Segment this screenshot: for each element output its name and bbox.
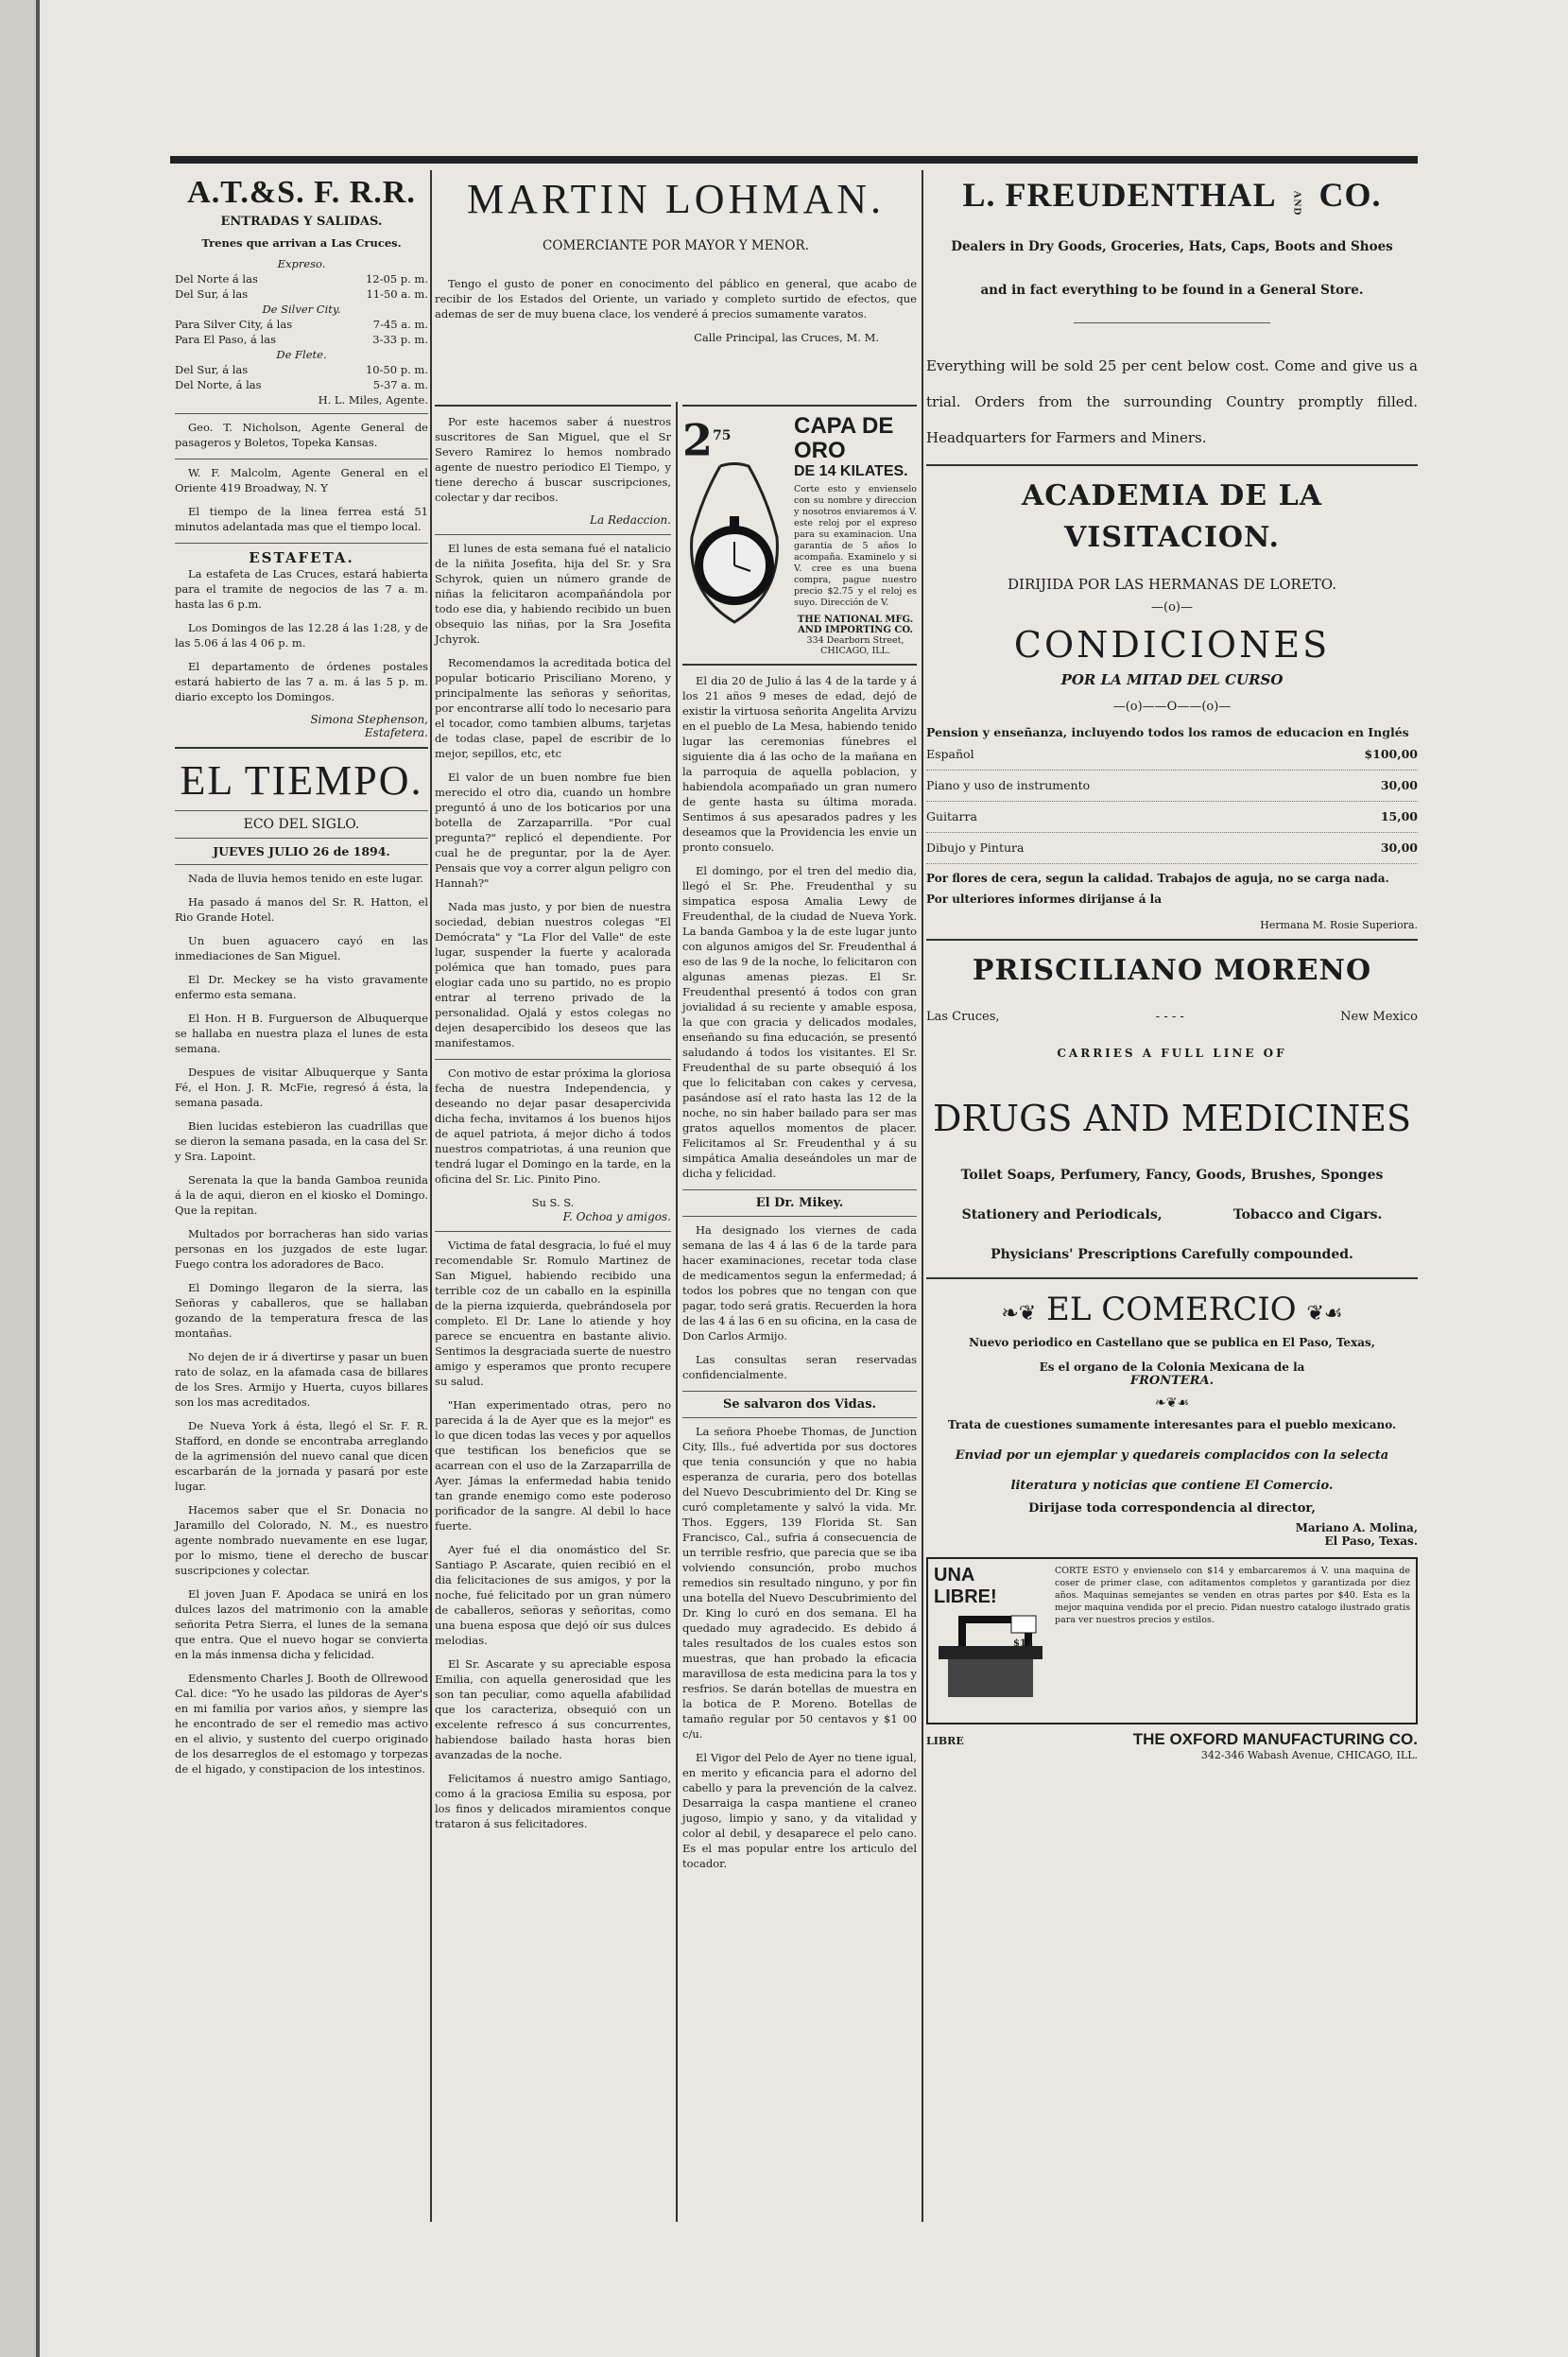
oxford-price: $14: [1013, 1638, 1033, 1649]
column-divider: [922, 170, 923, 2222]
news-item: Serenata la que la banda Gamboa reunida á la de aqui, dieron en el kiosko el Domingo. Que la repitan.: [175, 1173, 428, 1217]
article-paragraph: El dia 20 de Julio á las 4 de la tarde y á los 21 años 9 meses de edad, dejó de existir la virtuosa señorita Angelita Arvizu en el pueblo de La Mesa, habiendo tenido lugar las ceremonias fúnebres el siguiente dia á las ocho de la mañana en la parroquia de aquella poblacion, y habiendola acompañado un gran numero de gente hasta su última morada. Sentimos á sus apesarados padres y les deseamos que la Providencia les envie un pronto consuelo.: [682, 674, 917, 854]
sewing-machine-icon: [934, 1608, 1047, 1703]
schedule-time: 12-05 p. m.: [365, 272, 428, 286]
post-office-text: El departamento de órdenes postales estará habierto de las 7 a. m. á las 5 p. m. diario excepto los Domingos.: [175, 660, 428, 703]
oxford-footer: [926, 1730, 1418, 1749]
freudenthal-co: CO.: [1318, 176, 1382, 214]
post-office-text: Los Domingos de las 12.28 á las 1:28, y de las 5.06 á las 4 06 p. m.: [175, 621, 428, 650]
oxford-libre-label: LIBRE: [926, 1735, 964, 1747]
article-signature: F. Ochoa y amigos.: [562, 1210, 671, 1223]
sewing-machine-illustration: [934, 1565, 1047, 1717]
news-item: Nada de lluvia hemos tenido en este lugar.: [188, 872, 423, 885]
time-note: El tiempo de la linea ferrea está 51 minutos adelantada mas que el tiempo local.: [175, 505, 428, 533]
schedule-label: Del Norte á las: [175, 272, 258, 286]
local-news-list: [175, 871, 428, 1776]
column-1: [175, 175, 428, 1785]
newspaper-subtitle: ECO DEL SIGLO.: [243, 817, 360, 832]
railroad-subtitle: ENTRADAS Y SALIDAS.: [220, 215, 383, 229]
moreno-city: Las Cruces,: [926, 1010, 1000, 1024]
comercio-title: [926, 1291, 1418, 1328]
freudenthal-line: Dealers in Dry Goods, Groceries, Hats, Caps, Boots and Shoes: [951, 239, 1393, 254]
conditions-price: 30,00: [1380, 841, 1418, 855]
moreno-state: New Mexico: [1340, 1010, 1418, 1024]
moreno-dashes: - - - -: [1155, 1010, 1184, 1024]
schedule-row: [175, 271, 428, 286]
schedule-row: [175, 286, 428, 302]
schedule-row: [175, 362, 428, 377]
drugs-title: DRUGS AND MEDICINES: [932, 1098, 1412, 1139]
post-office-text: La estafeta de Las Cruces, estará habierta para el tramite de negocios de las 7 a. m. hasta las 6 p.m.: [175, 567, 428, 611]
comercio-signature: Mariano A. Molina,: [1295, 1521, 1418, 1534]
freudenthal-line: and in fact everything to be found in a General Store.: [980, 283, 1364, 298]
news-item: El joven Juan F. Apodaca se unirá en los dulces lazos del matrimonio con la amable señorita Petra Sierra, el lunes de la semana que entra. Que el nuevo hogar se convierta en la más inmensa dicha y felicidad.: [175, 1587, 428, 1661]
conditions-item: Español: [926, 747, 974, 761]
moreno-title: PRISCILIANO MORENO: [972, 954, 1372, 987]
article-paragraph: Recomendamos la acreditada botica del popular boticario Prisciliano Moreno, y principalmente las señoras y señoritas, por encontrarse allí todo lo necesario para el tocador, como tambien albums, tarjetas de todas clase, papel de escribir de lo mejor, sepillos, etc, etc: [435, 656, 671, 760]
moreno-line-part: Tobacco and Cigars.: [1232, 1207, 1383, 1222]
schedule-row: [175, 377, 428, 392]
conditions-item: Dibujo y Pintura: [926, 841, 1025, 855]
schedule-row: [175, 317, 428, 332]
article-paragraph: Con motivo de estar próxima la gloriosa fecha de nuestra Independencia, y deseando no dejar pasar desapercivida dicha fecha, invitamos á los buenos hijos de aquel patriota, á mejor dicho á todos nuestros compatriotas, á una reunion que tendrá lugar el Domingo en la tarde, en la oficina del Sr. Lic. Pinito Pino.: [435, 1066, 671, 1186]
conditions-price: $100,00: [1364, 747, 1418, 761]
article-headline: El Dr. Mikey.: [755, 1196, 844, 1210]
article-signature: Su S. S.: [531, 1196, 575, 1209]
watch-ad: [682, 414, 917, 656]
moreno-line: Physicians' Prescriptions Carefully compounded.: [991, 1247, 1353, 1262]
article-paragraph: El domingo, por el tren del medio dia, llegó el Sr. Phe. Freudenthal y su simpatica esposa Amalia Lewy de Freudenthal, de la ciudad de Nueva York. La banda Gamboa y la de este lugar junto con algunos amigos del Sr. Freudenthal á eso de las 9 de la noche, lo felicitaron con algunas amenas piezas. El Sr. Freudenthal presentó á todos con gran jovialidad á su reciente y amable esposa, la que con gracia y delicados modales, enseñando su fina educación, se presentó saludando á todos los visitantes. El Sr. Freudenthal de su parte obsequió á los que lo felicitaban con cakes y cervesa, pasándose así el rato hasta las 12 de la noche, no sin haber bailado para ser mas gratos aquellos momentos de placer. Felicitamos al Sr. Freudenthal y á su simpática Amalia deseándoles un mar de dicha y felicidad.: [682, 864, 917, 1180]
column-divider: [430, 170, 432, 2222]
post-office-title: ESTAFETA.: [249, 549, 354, 566]
conditions-row: [926, 739, 1418, 771]
article-paragraph: "Han experimentado otras, pero no parecida á la de Ayer que es la mejor" es lo que dicen todas las veces y por aquellos que testifican los beneficios que se acarrean con el uso de la Zarzaparrilla de Ayer. Jámas la enfermedad habia tenido tan grande enemigo como este poderoso porificador de la sangre. Al debil lo hace fuerte.: [435, 1398, 671, 1533]
conditions-row: [926, 771, 1418, 802]
schedule-time: 10-50 p. m.: [365, 363, 428, 376]
oxford-company: THE OXFORD MANUFACTURING CO.: [1132, 1730, 1418, 1748]
article-paragraph: El valor de un buen nombre fue bien merecido el otro dia, cuando un hombre preguntó á uno de los boticarios por una botella de Zarzaparrilla. "Por cual pregunta?" replicó el dependiente. Por cual he de preguntar, por la de Ayer. Pensais que voy a correr algun peligro con Hannah?": [435, 771, 671, 890]
moreno-line: Toilet Soaps, Perfumery, Fancy, Goods, Brushes, Sponges: [960, 1168, 1384, 1183]
column-3: [926, 175, 1418, 1761]
ornament-icon: ❦☙: [1306, 1302, 1343, 1326]
agent-notice: W. F. Malcolm, Agente General en el Oriente 419 Broadway, N. Y: [175, 466, 428, 494]
trains-heading: Trenes que arrivan a Las Cruces.: [201, 236, 402, 250]
conditions-table: [926, 739, 1418, 864]
newspaper-title: EL TIEMPO.: [180, 757, 423, 804]
comercio-name: EL COMERCIO: [1046, 1291, 1297, 1328]
column-divider: [676, 402, 678, 2222]
news-item: El Domingo llegaron de la sierra, las Señoras y caballeros, que se hallaban gozando de la temperatura fresca de las montañas.: [175, 1281, 428, 1340]
news-item: Ha pasado á manos del Sr. R. Hatton, el Rio Grande Hotel.: [175, 895, 428, 924]
article-paragraph: Ha designado los viernes de cada semana de las 4 á las 6 de la tarde para hacer examinaciones, recetar toda clase de medicamentos segun la enfermedad; á todos los pobres que no tengan con que pagar, todo será gratis. Recuerden la hora de las 4 á las 6 en su oficina, en la casa de Don Carlos Armijo.: [682, 1223, 917, 1343]
watch-ad-title: CAPA DE ORO: [794, 413, 894, 463]
schedule-label: Del Sur, á las: [175, 363, 249, 376]
schedule-heading: Expreso.: [277, 257, 326, 270]
issue-date: JUEVES JULIO 26 de 1894.: [213, 844, 390, 858]
academia-subtitle: DIRIJIDA POR LAS HERMANAS DE LORETO.: [1008, 576, 1336, 593]
moreno-line-part: Stationery and Periodicals,: [961, 1207, 1163, 1222]
news-item: No dejen de ir á divertirse y pasar un buen rato de solaz, en la afamada casa de billares de los Sres. Armijo y Huerta, cuyos billares son los mas acreditados.: [175, 1350, 428, 1409]
freudenthal-and: AND: [1291, 190, 1303, 217]
schedule-row: [175, 332, 428, 347]
lohman-title: MARTIN LOHMAN.: [466, 176, 885, 222]
conditions-item: Piano y uso de instrumento: [926, 778, 1091, 792]
ornament: —(o)—: [1151, 600, 1193, 615]
watch-ad-body: Corte esto y envienselo con su nombre y direccion y nosotros enviaremos á V. este reloj por el expreso para su examinacion. Una garantia de 5 años lo acompaña. Examinelo y si V. cree es una buena compra, pague nuestro precio $2.75 y el reloj es suyo. Dirección de V.: [794, 484, 917, 608]
oxford-address: 342-346 Wabash Avenue, CHICAGO, ILL.: [1200, 1749, 1418, 1761]
railroad-title: A.T.&S. F. R.R.: [187, 175, 416, 210]
moreno-location: [926, 1010, 1418, 1024]
column-2a: [435, 397, 671, 1840]
schedule-label: Para Silver City, á las: [175, 318, 293, 331]
oxford-ad: [926, 1557, 1418, 1724]
schedule-label: Para El Paso, á las: [175, 333, 276, 346]
column-2b: [682, 397, 917, 1880]
ornament-icon: ❧❦: [1001, 1302, 1037, 1326]
column-2-header: [435, 175, 917, 345]
oxford-body: CORTE ESTO y envienselo con $14 y embarcaremos á V. una maquina de coser de primer clase, con aditamentos completos y garantizada por diez años. Maquinas semejantes se venden en otras partes por $40. Esta es la mejor maquina vendida por el precio. Pidan nuestro catalogo ilustrado gratis para ver nuestros precios y estilos.: [1055, 1566, 1410, 1625]
lohman-subtitle: COMERCIANTE POR MAYOR Y MENOR.: [543, 238, 809, 253]
article-headline: Se salvaron dos Vidas.: [722, 1397, 877, 1412]
schedule-heading: De Flete.: [276, 348, 327, 361]
news-item: Edensmento Charles J. Booth de Ollrewood Cal. dice: "Yo he usado las pildoras de Ayer's en mi familia por varios años, y siempre las he encontrado de ser el remedio mas activo en el alivio, y sustento del cuerpo originado de los desarreglos de el estomago y torpezas de el higado, y constipacion de los intestinos.: [175, 1672, 428, 1776]
ornament-icon: ❧❦☙: [1154, 1395, 1189, 1411]
pocket-watch-icon: [682, 461, 786, 627]
comercio-signature: El Paso, Texas.: [1324, 1534, 1418, 1548]
article-paragraph: Victima de fatal desgracia, lo fué el muy recomendable Sr. Romulo Martinez de San Miguel, habiendo recibido una terrible coz de un caballo en la espinilla de la pierna izquierda, quebrándosela por completo. El Dr. Lane lo atiende y hoy parece se encuentra en bastante alivio. Sentimos la desgraciada suerte de nuestro amigo y esperamos que pronto recupere su salud.: [435, 1239, 671, 1388]
postmaster-title: Estafetera.: [364, 726, 428, 739]
article-paragraph: Nada mas justo, y por bien de nuestra sociedad, debian nuestros colegas "El Demócrata" y "La Flor del Valle" de este lugar, suspender la fuerte y acalorada polémica que han tomado, pues para elogiar cada uno su partido, no es propio entrar al terreno privado de la personalidad. Ojalá y estos colegas no dejen desapercibido los deseos que las manifestamos.: [435, 900, 671, 1049]
conditions-note: Por flores de cera, segun la calidad. Trabajos de aguja, no se carga nada.: [926, 872, 1389, 885]
lohman-address: Calle Principal, las Cruces, M. M.: [694, 331, 879, 344]
postmaster-signature: Simona Stephenson,: [310, 713, 428, 726]
page-gutter-line: [36, 0, 40, 2357]
news-item: Despues de visitar Albuquerque y Santa Fé, el Hon. J. R. McFie, regresó á ésta, la semana pasada.: [175, 1066, 428, 1109]
moreno-carries: CARRIES A FULL LINE OF: [1057, 1047, 1287, 1060]
conditions-price: 30,00: [1380, 778, 1418, 792]
schedule-time: 11-50 a. m.: [366, 287, 428, 301]
news-item: Multados por borracheras han sido varias personas en los juzgados de este lugar. Fuego contra los adoradores de Baco.: [175, 1227, 428, 1271]
watch-ad-address: 334 Dearborn Street, CHICAGO, ILL.: [806, 635, 905, 656]
news-item: Un buen aguacero cayó en las inmediaciones de San Miguel.: [175, 934, 428, 962]
schedule-time: 3-33 p. m.: [372, 333, 428, 346]
watch-price-dollars: 2: [682, 414, 714, 466]
agent-notice: Geo. T. Nicholson, Agente General de pasageros y Boletos, Topeka Kansas.: [175, 421, 428, 449]
watch-ad-text: [794, 414, 917, 656]
article-paragraph: El Sr. Ascarate y su apreciable esposa Emilia, con aquella generosidad que les son tan peculiar, como aquella afabilidad que los caracteriza, obsequió con un excelente refresco á sus concurrentes, habiendose bailado hasta horas bien avanzadas de la noche.: [435, 1657, 671, 1761]
watch-ad-subtitle: DE 14 KILATES.: [794, 463, 908, 479]
conditions-subtitle: POR LA MITAD DEL CURSO: [1060, 671, 1284, 688]
schedule-heading: De Silver City.: [262, 303, 341, 316]
comercio-line: Es el organo de la Colonia Mexicana de la: [1039, 1360, 1305, 1374]
news-item: Bien lucidas estebieron las cuadrillas que se dieron la semana pasada, en la casa del Sr. y Sra. Lapoint.: [175, 1119, 428, 1163]
watch-price-cents: 75: [713, 428, 732, 443]
conditions-row: [926, 833, 1418, 864]
news-item: Hacemos saber que el Sr. Donacia no Jaramillo del Colorado, N. M., es nuestro agente nombrado nuevamente en ese lugar, por lo mismo, tiene el derecho de buscar suscripciones y colectar.: [175, 1503, 428, 1577]
freudenthal-notice: Everything will be sold 25 per cent below cost. Come and give us a trial. Orders from the surrounding Country promptly filled. Headquarters for Farmers and Miners.: [926, 357, 1418, 446]
ornament: —(o)——O——(o)—: [1112, 700, 1232, 714]
comercio-line: Trata de cuestiones sumamente interesantes para el pueblo mexicano.: [947, 1418, 1397, 1431]
page-gutter: [0, 0, 36, 2357]
news-item: De Nueva York á ésta, llegó el Sr. F. R. Stafford, en donde se encontraba arreglando de la agrimensión del nuevo canal que dicen escarbarán de la jornada y pasará por este lugar.: [175, 1419, 428, 1493]
article-paragraph: Por este hacemos saber á nuestros suscritores de San Miguel, que el Sr Severo Ramirez lo hemos nombrado agente de nuestro periodico El Tiempo, y tiene derecho á buscar suscripciones, colectar y dar recibos.: [435, 415, 671, 504]
schedule-label: Del Norte, á las: [175, 378, 262, 391]
comercio-line: FRONTERA.: [1129, 1374, 1215, 1388]
comercio-line: Enviad por un ejemplar y quedareis complacidos con la selecta literatura y noticias que contiene El Comercio.: [955, 1448, 1389, 1493]
article-paragraph: Las consultas seran reservadas confidencialmente.: [682, 1353, 917, 1381]
watch-illustration: [682, 414, 788, 656]
freudenthal-name: L. FREUDENTHAL: [962, 176, 1275, 214]
watch-price: [682, 414, 788, 466]
comercio-line: Dirijase toda correspondencia al director,: [1028, 1501, 1316, 1516]
schedule-label: Del Sur, á las: [175, 287, 249, 301]
moreno-line: [926, 1207, 1418, 1222]
article-paragraph: Felicitamos á nuestro amigo Santiago, como á la graciosa Emilia su esposa, por los finos y delicados miramientos conque trataron á sus felicitadores.: [435, 1772, 671, 1830]
news-item: El Hon. H B. Furguerson de Albuquerque se hallaba en nuestra plaza el lunes de esta semana.: [175, 1012, 428, 1055]
top-rule: [170, 156, 1418, 164]
article-paragraph: El Vigor del Pelo de Ayer no tiene igual, en merito y eficancia para el adorno del cabello y para la prevención de la calvez. Desarraiga la caspa mantiene el craneo jugoso, limpio y sano, y da vitalidad y color al debil, y desaparece el pelo cano. Es el mas popular entre los articulo del tocador.: [682, 1751, 917, 1870]
conditions-note: Por ulteriores informes dirijanse á la: [926, 893, 1163, 906]
oxford-libre: LIBRE!: [934, 1586, 997, 1607]
freudenthal-title: [926, 175, 1418, 215]
conditions-title: CONDICIONES: [1013, 624, 1331, 666]
oxford-una: UNA: [934, 1565, 975, 1586]
news-item: El Dr. Meckey se ha visto gravamente enfermo esta semana.: [175, 973, 428, 1001]
conditions-signature: Hermana M. Rosie Superiora.: [1260, 919, 1418, 931]
article-signature: La Redaccion.: [590, 513, 671, 527]
schedule-time: 7-45 a. m.: [372, 318, 428, 331]
article-paragraph: Ayer fué el dia onomástico del Sr. Santiago P. Ascarate, quien recibió en el dia felicitaciones de sus amigos, y por la noche, fué felicitado por un gran número de caballeros, señoras y señoritas, como una buena esposa que dejó oír sus dulces melodias.: [435, 1543, 671, 1647]
comercio-line: Nuevo periodico en Castellano que se publica en El Paso, Texas,: [969, 1336, 1375, 1349]
academia-title: ACADEMIA DE LA VISITACION.: [1022, 479, 1322, 554]
lohman-text: Tengo el gusto de poner en conocimento del páblico en general, que acabo de recibir de los Estados del Oriente, un variado y completo surtido de efectos, que ademas de ser de muy buena clace, los venderé á precios sumamente varatos.: [435, 277, 917, 321]
article-paragraph: El lunes de esta semana fué el natalicio de la niñita Josefita, hija del Sr. y Sra Schyrok, quien un número grande de niñas la felicitaron acompañándola por todo ese dia, y habiendo recibido un buen obsequio las niñas, por la Sra Josefita Jchyrok.: [435, 542, 671, 646]
pension-text: Pension y enseñanza, incluyendo todos los ramos de educacion en Inglés: [926, 725, 1409, 739]
article-paragraph: La señora Phoebe Thomas, de Junction City, Ills., fué advertida por sus doctores que tenia consunción y que no habia esperanza de curaria, pero dos botellas del Nuevo Descubrimiento del Dr. King se curó completamente y salvó la vida. Mr. Thos. Eggers, 139 Florida St. San Francisco, Cal., sufria á consecuencia de un terrible resfrio, que parecia que se iba volviendo consunción, probo muchos remedios sin resultado ninguno, y por fin una botella del Nuevo Descubrimiento del Dr. King lo curó en dos semana. El ha quedado muy agradecido. Es debido á tales resultados de los cuales estos son muestras, que han probado la eficacia maravillosa de esta medicina para la tos y resfrios. Se darán botellas de muestra en la botica de P. Moreno. Botellas de tamaño regular por 50 centavos y $1 00 c/u.: [682, 1425, 917, 1741]
watch-ad-company: THE NATIONAL MFG. AND IMPORTING CO.: [797, 615, 914, 635]
schedule-time: 5-37 a. m.: [372, 378, 428, 391]
agent-signature: H. L. Miles, Agente.: [318, 393, 428, 407]
conditions-row: [926, 802, 1418, 833]
conditions-price: 15,00: [1380, 809, 1418, 823]
conditions-item: Guitarra: [926, 809, 977, 823]
